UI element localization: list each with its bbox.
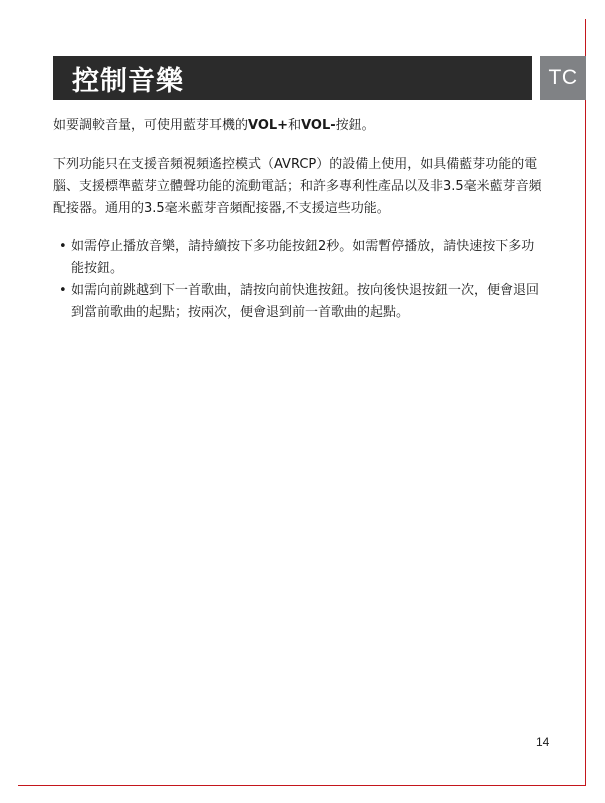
vol-minus-label: VOL- bbox=[301, 118, 336, 133]
intro-prefix: 如要調較音量，可使用藍芽耳機的 bbox=[53, 118, 249, 133]
page-title: 控制音樂 bbox=[72, 65, 184, 97]
list-item-text: 如需向前跳越到下一首歌曲，請按向前快進按鈕。按向後快退按鈕一次，便會退回到當前歌曲的起點；按兩次，便會退到前一首歌曲的起點。 bbox=[71, 283, 540, 320]
bullet-marker: • bbox=[59, 283, 67, 298]
bullet-marker: • bbox=[59, 239, 67, 254]
title-bar bbox=[53, 56, 532, 100]
intro-middle: 和 bbox=[288, 118, 302, 133]
page-border-bottom bbox=[18, 785, 586, 786]
list-item bbox=[53, 280, 543, 324]
language-tab bbox=[540, 56, 586, 100]
page-border-right bbox=[585, 19, 586, 785]
list-item-text: 如需停止播放音樂，請持續按下多功能按鈕2秒。如需暫停播放，請快速按下多功能按鈕。 bbox=[71, 239, 535, 276]
intro-paragraph bbox=[53, 115, 543, 137]
language-tab-label: TC bbox=[548, 66, 578, 89]
list-item bbox=[53, 236, 543, 280]
avrcp-note-paragraph: 下列功能只在支援音頻視頻遙控模式（AVRCP）的設備上使用，如具備藍芽功能的電腦、支援標準藍芽立體聲功能的流動電話；和許多專利性產品以及非3.5毫米藍芽音頻配接器。通用的3.5毫米藍芽音頻配接器,不支援這些功能。 bbox=[53, 157, 542, 216]
instruction-list bbox=[53, 236, 543, 324]
page-number: 14 bbox=[536, 735, 550, 749]
vol-plus-label: VOL+ bbox=[248, 118, 289, 133]
intro-suffix: 按鈕。 bbox=[335, 118, 375, 133]
page-content bbox=[53, 115, 543, 324]
